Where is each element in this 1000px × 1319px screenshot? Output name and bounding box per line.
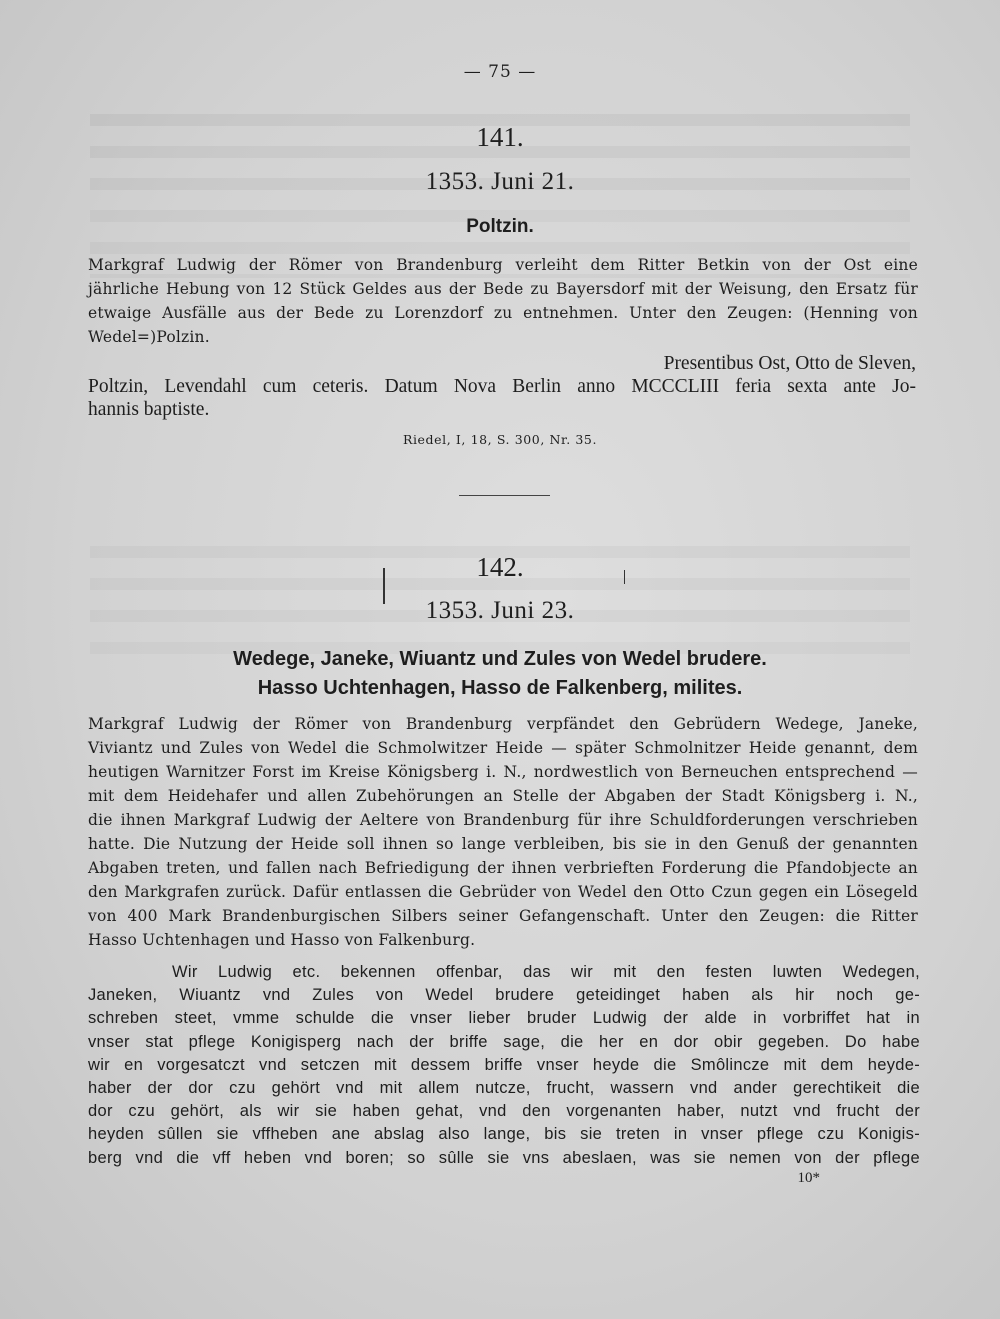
regest-line: die ihnen Markgraf Ludwig der Aeltere von Brandenburg für ihre Schuldforderungen verschrieben <box>88 811 918 829</box>
signature-mark: 10* <box>797 1170 820 1186</box>
regest-line: Markgraf Ludwig der Römer von Brandenburg verleiht dem Ritter Betkin von der Ost eine <box>88 256 918 274</box>
regest-line: mit dem Heidehafer und allen Zubehörungen an Stelle der Abgaben der Stadt Königsberg i. N., <box>88 787 918 805</box>
regest-line: Viviantz und Zules von Wedel die Schmolwitzer Heide — später Schmolnitzer Heide genannt, dem <box>88 739 918 757</box>
regest-line: Markgraf Ludwig der Römer von Brandenburg verpfändet den Gebrüdern Wedege, Janeke, <box>88 715 918 733</box>
regest-line: hatte. Die Nutzung der Heide soll ihnen so lange verbleiben, bis sie in den Genuß der genannten <box>88 835 918 853</box>
document-number-141: 141. <box>476 122 524 152</box>
text-line: heyden sûllen sie vffheben ane abslag also lange, bis sie treten in vnser pflege czu Konigis- <box>88 1125 920 1144</box>
text-line: schreben steet, vmme schulde die vnser lieber bruder Ludwig der alde in vorbriffet hat in <box>88 1009 920 1028</box>
latin-line: hannis baptiste. <box>88 399 210 420</box>
regest-141 <box>88 253 918 349</box>
regest-line: Wedel=)Polzin. <box>88 328 210 346</box>
regest-line: Hasso Uchtenhagen und Hasso von Falkenburg. <box>88 931 476 949</box>
text-line: Wir Ludwig etc. bekennen offenbar, das wir mit den festen luwten Wedegen, <box>172 963 920 981</box>
document-date-142: 1353. Juni 23. <box>425 597 575 624</box>
document-place-141: Poltzin. <box>466 216 534 237</box>
page-number: — 75 — <box>463 62 537 82</box>
regest-142 <box>88 712 918 952</box>
heading-line: Hasso Uchtenhagen, Hasso de Falkenberg, milites. <box>257 677 743 699</box>
regest-line: den Markgrafen zurück. Dafür entlassen die Gebrüder von Wedel den Otto Czun gegen ein Lösegeld <box>88 883 918 901</box>
document-text-142 <box>88 961 920 1170</box>
regest-line: Abgaben treten, und fallen nach Befriedigung der ihnen verbrieften Forderung die Pfandobjecte an <box>88 859 918 877</box>
text-line: Janeken, Wiuantz vnd Zules von Wedel brudere geteidinget haben als hir noch ge- <box>88 986 920 1005</box>
latin-text-141 <box>88 352 916 421</box>
text-line: haber der dor czu gehört vnd mit allem nutcze, frucht, wassern vnd ander gerechtikeit die <box>88 1079 920 1098</box>
source-citation-141: Riedel, I, 18, S. 300, Nr. 35. <box>402 432 598 447</box>
document-date-141: 1353. Juni 21. <box>425 168 575 195</box>
latin-line: Presentibus Ost, Otto de Sleven, <box>663 353 916 374</box>
text-line: wir en vorgesatczt vnd setczen mit dessem briffe vnser heyde die Smôlincze mit dem heyde- <box>88 1055 920 1074</box>
regest-line: etwaige Ausfälle aus der Bede zu Lorenzdorf zu entnehmen. Unter den Zeugen: (Henning von <box>88 304 918 322</box>
regest-line: heutigen Warnitzer Forst im Kreise Königsberg i. N., nordwestlich von Berneuchen entsprechend — <box>88 763 918 781</box>
text-line: vnser stat pflege Konigisperg nach der briffe sage, die her en dor obir gegeben. Do habe <box>88 1032 920 1051</box>
heading-line: Wedege, Janeke, Wiuantz und Zules von Wedel brudere. <box>233 648 767 670</box>
latin-line: Poltzin, Levendahl cum ceteris. Datum Nova Berlin anno MCCCLIII feria sexta ante Jo- <box>88 376 916 397</box>
regest-line: jährliche Hebung von 12 Stück Geldes aus der Bede zu Bayersdorf mit der Weisung, den Ersatz für <box>88 280 918 298</box>
text-line: berg vnd die vff heben vnd boren; so sûlle sie vns abeslaen, was sie nemen von der pflege <box>88 1148 920 1167</box>
document-heading-142 <box>0 645 1000 703</box>
document-number-142: 142. <box>476 552 524 582</box>
text-line: dor czu gehört, als wir sie haben gehat, vnd den vorgenanten haber, nutzt vnd frucht der <box>88 1102 920 1121</box>
regest-line: von 400 Mark Brandenburgischen Silbers seiner Gefangenschaft. Unter den Zeugen: die Ritter <box>88 907 918 925</box>
section-divider <box>459 495 550 496</box>
